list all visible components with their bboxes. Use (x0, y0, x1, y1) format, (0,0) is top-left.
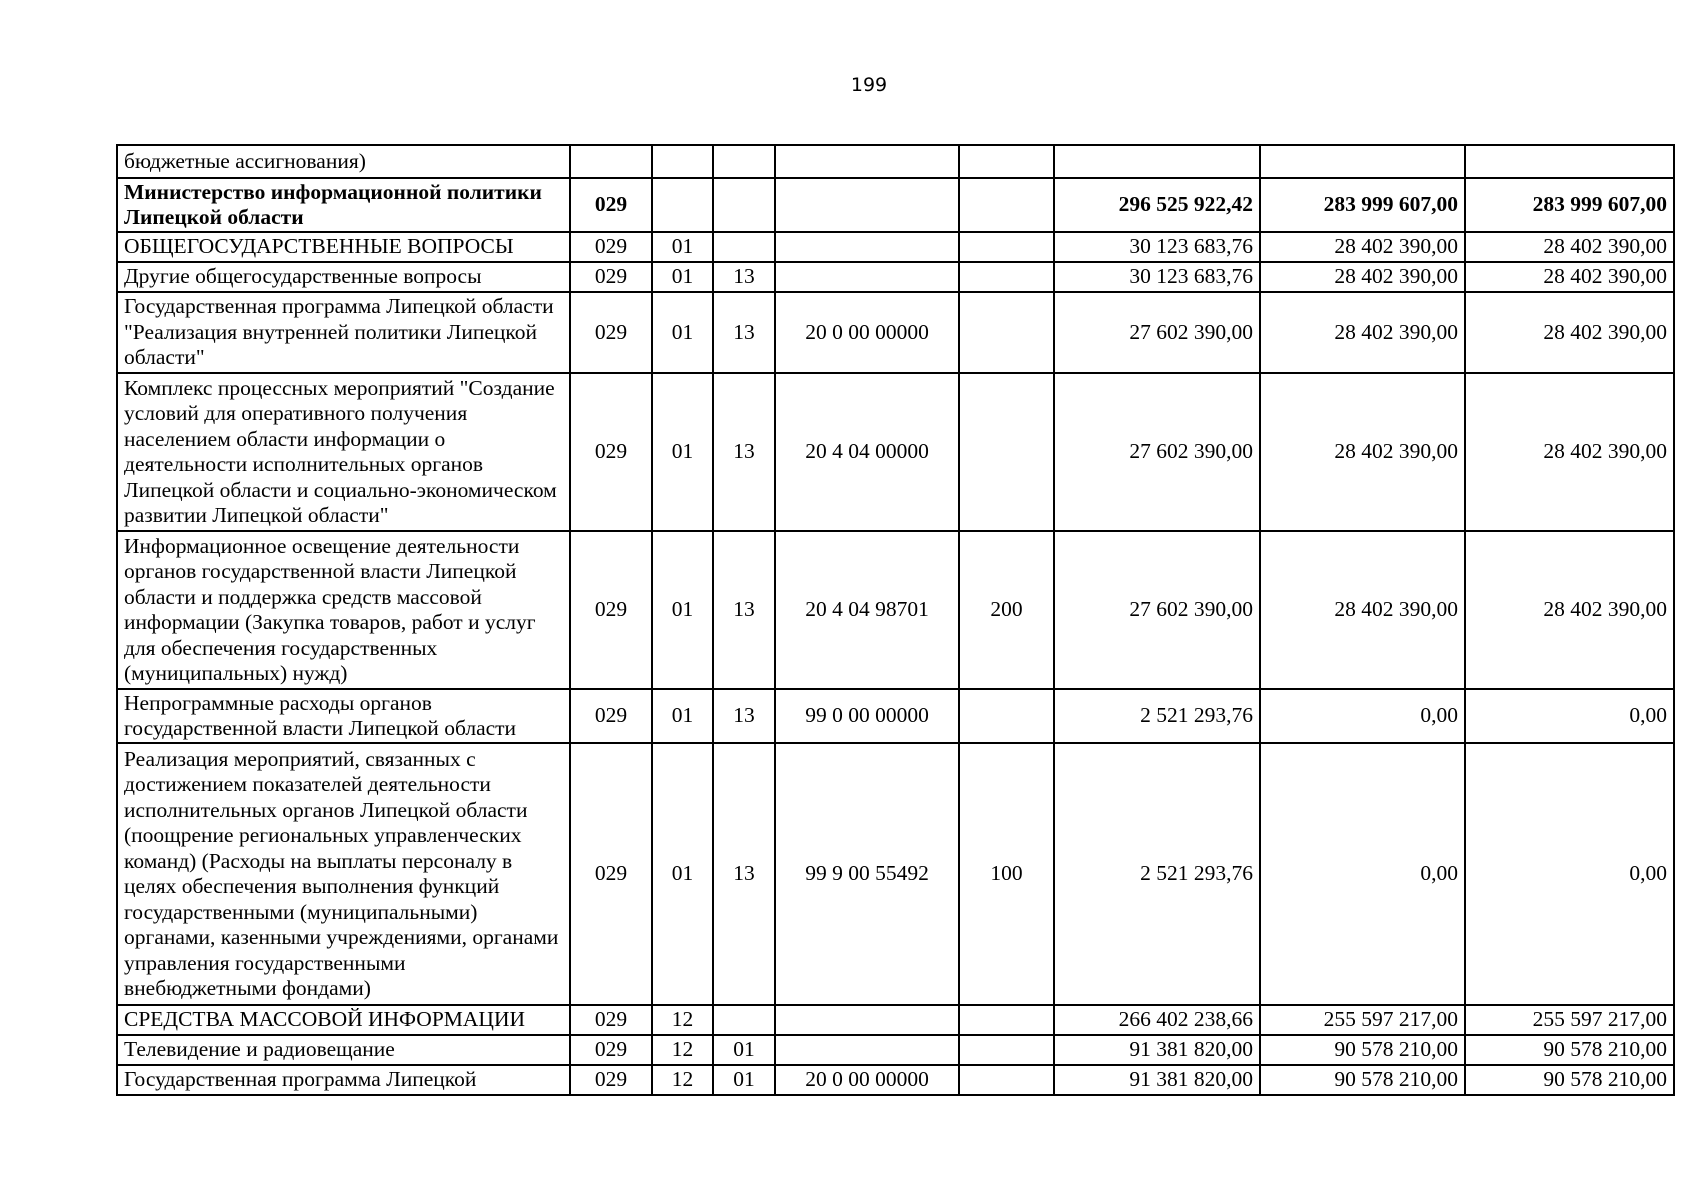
target-article-code (775, 178, 959, 232)
ministry-code: 029 (570, 232, 652, 262)
table-row (117, 743, 1674, 1005)
amount-3: 90 578 210,00 (1465, 1065, 1674, 1095)
amount-3 (1465, 145, 1674, 178)
target-article-code: 20 4 04 00000 (775, 373, 959, 531)
amount-1: 27 602 390,00 (1054, 292, 1260, 373)
amount-1: 91 381 820,00 (1054, 1035, 1260, 1065)
expense-type-code (959, 373, 1054, 531)
table-row (117, 232, 1674, 262)
table-row (117, 1035, 1674, 1065)
table-row (117, 1005, 1674, 1035)
table-row (117, 531, 1674, 689)
expense-type-code (959, 178, 1054, 232)
subsection-code (713, 178, 775, 232)
amount-1: 266 402 238,66 (1054, 1005, 1260, 1035)
row-name: Информационное освещение деятельности органов государственной власти Липецкой области и поддержка средств массовой информации (Закупка товаров, работ и услуг для обеспечения государственных (муниципальных) нужд) (117, 531, 570, 689)
section-code: 01 (652, 531, 713, 689)
amount-3: 283 999 607,00 (1465, 178, 1674, 232)
amount-1: 296 525 922,42 (1054, 178, 1260, 232)
target-article-code: 20 4 04 98701 (775, 531, 959, 689)
subsection-code (713, 232, 775, 262)
subsection-code: 13 (713, 262, 775, 292)
amount-2: 90 578 210,00 (1260, 1035, 1465, 1065)
section-code: 01 (652, 292, 713, 373)
target-article-code: 20 0 00 00000 (775, 292, 959, 373)
section-code: 01 (652, 232, 713, 262)
expense-type-code: 100 (959, 743, 1054, 1005)
amount-3: 90 578 210,00 (1465, 1035, 1674, 1065)
row-name: Непрограммные расходы органов государственной власти Липецкой области (117, 689, 570, 743)
target-article-code (775, 262, 959, 292)
ministry-code: 029 (570, 262, 652, 292)
expense-type-code (959, 1065, 1054, 1095)
row-name: Государственная программа Липецкой (117, 1065, 570, 1095)
section-code: 12 (652, 1035, 713, 1065)
section-code (652, 178, 713, 232)
amount-2: 0,00 (1260, 689, 1465, 743)
amount-1: 2 521 293,76 (1054, 689, 1260, 743)
target-article-code: 99 0 00 00000 (775, 689, 959, 743)
budget-table (116, 144, 1675, 1096)
subsection-code: 13 (713, 689, 775, 743)
expense-type-code (959, 292, 1054, 373)
row-name: Другие общегосударственные вопросы (117, 262, 570, 292)
section-code (652, 145, 713, 178)
amount-1 (1054, 145, 1260, 178)
amount-1: 30 123 683,76 (1054, 232, 1260, 262)
expense-type-code (959, 1035, 1054, 1065)
ministry-code: 029 (570, 531, 652, 689)
amount-3: 28 402 390,00 (1465, 531, 1674, 689)
row-name: Министерство информационной политики Липецкой области (117, 178, 570, 232)
amount-2: 90 578 210,00 (1260, 1065, 1465, 1095)
table-row (117, 145, 1674, 178)
amount-3: 0,00 (1465, 743, 1674, 1005)
subsection-code: 13 (713, 292, 775, 373)
row-name: Реализация мероприятий, связанных с достижением показателей деятельности исполнительных органов Липецкой области (поощрение региональных управленческих команд) (Расходы на выплаты персоналу в целях обеспечения выполнения функций государственными (муниципальными) органами, казенными учреждениями, органами управления государственными внебюджетными фондами) (117, 743, 570, 1005)
amount-2: 28 402 390,00 (1260, 531, 1465, 689)
amount-2: 0,00 (1260, 743, 1465, 1005)
amount-1: 91 381 820,00 (1054, 1065, 1260, 1095)
row-name: ОБЩЕГОСУДАРСТВЕННЫЕ ВОПРОСЫ (117, 232, 570, 262)
row-name: СРЕДСТВА МАССОВОЙ ИНФОРМАЦИИ (117, 1005, 570, 1035)
row-name: Государственная программа Липецкой области "Реализация внутренней политики Липецкой области" (117, 292, 570, 373)
row-name: бюджетные ассигнования) (117, 145, 570, 178)
expense-type-code (959, 262, 1054, 292)
row-name: Телевидение и радиовещание (117, 1035, 570, 1065)
amount-3: 28 402 390,00 (1465, 292, 1674, 373)
target-article-code (775, 145, 959, 178)
amount-1: 2 521 293,76 (1054, 743, 1260, 1005)
amount-2: 255 597 217,00 (1260, 1005, 1465, 1035)
page-number: 199 (850, 74, 888, 96)
amount-2: 283 999 607,00 (1260, 178, 1465, 232)
section-code: 01 (652, 373, 713, 531)
subsection-code: 13 (713, 743, 775, 1005)
target-article-code (775, 232, 959, 262)
subsection-code (713, 1005, 775, 1035)
ministry-code: 029 (570, 373, 652, 531)
ministry-code: 029 (570, 1035, 652, 1065)
expense-type-code (959, 1005, 1054, 1035)
ministry-code (570, 145, 652, 178)
table-row (117, 1065, 1674, 1095)
subsection-code: 13 (713, 373, 775, 531)
ministry-code: 029 (570, 292, 652, 373)
amount-3: 28 402 390,00 (1465, 373, 1674, 531)
subsection-code: 01 (713, 1035, 775, 1065)
target-article-code (775, 1035, 959, 1065)
section-code: 01 (652, 262, 713, 292)
amount-1: 27 602 390,00 (1054, 373, 1260, 531)
section-code: 12 (652, 1065, 713, 1095)
expense-type-code: 200 (959, 531, 1054, 689)
amount-2: 28 402 390,00 (1260, 262, 1465, 292)
ministry-code: 029 (570, 178, 652, 232)
target-article-code: 20 0 00 00000 (775, 1065, 959, 1095)
ministry-code: 029 (570, 689, 652, 743)
section-code: 01 (652, 689, 713, 743)
table-row (117, 262, 1674, 292)
amount-1: 30 123 683,76 (1054, 262, 1260, 292)
table-row (117, 292, 1674, 373)
amount-1: 27 602 390,00 (1054, 531, 1260, 689)
subsection-code: 01 (713, 1065, 775, 1095)
amount-2: 28 402 390,00 (1260, 292, 1465, 373)
table-row (117, 689, 1674, 743)
amount-2: 28 402 390,00 (1260, 373, 1465, 531)
expense-type-code (959, 689, 1054, 743)
table-row (117, 178, 1674, 232)
target-article-code (775, 1005, 959, 1035)
amount-3: 28 402 390,00 (1465, 262, 1674, 292)
subsection-code: 13 (713, 531, 775, 689)
table-body (117, 145, 1674, 1095)
expense-type-code (959, 145, 1054, 178)
ministry-code: 029 (570, 1065, 652, 1095)
amount-3: 255 597 217,00 (1465, 1005, 1674, 1035)
ministry-code: 029 (570, 1005, 652, 1035)
section-code: 12 (652, 1005, 713, 1035)
amount-2 (1260, 145, 1465, 178)
subsection-code (713, 145, 775, 178)
table-row (117, 373, 1674, 531)
amount-3: 28 402 390,00 (1465, 232, 1674, 262)
section-code: 01 (652, 743, 713, 1005)
amount-3: 0,00 (1465, 689, 1674, 743)
expense-type-code (959, 232, 1054, 262)
amount-2: 28 402 390,00 (1260, 232, 1465, 262)
ministry-code: 029 (570, 743, 652, 1005)
target-article-code: 99 9 00 55492 (775, 743, 959, 1005)
row-name: Комплекс процессных мероприятий "Создание условий для оперативного получения населением области информации о деятельности исполнительных органов Липецкой области и социально-экономическом развитии Липецкой области" (117, 373, 570, 531)
